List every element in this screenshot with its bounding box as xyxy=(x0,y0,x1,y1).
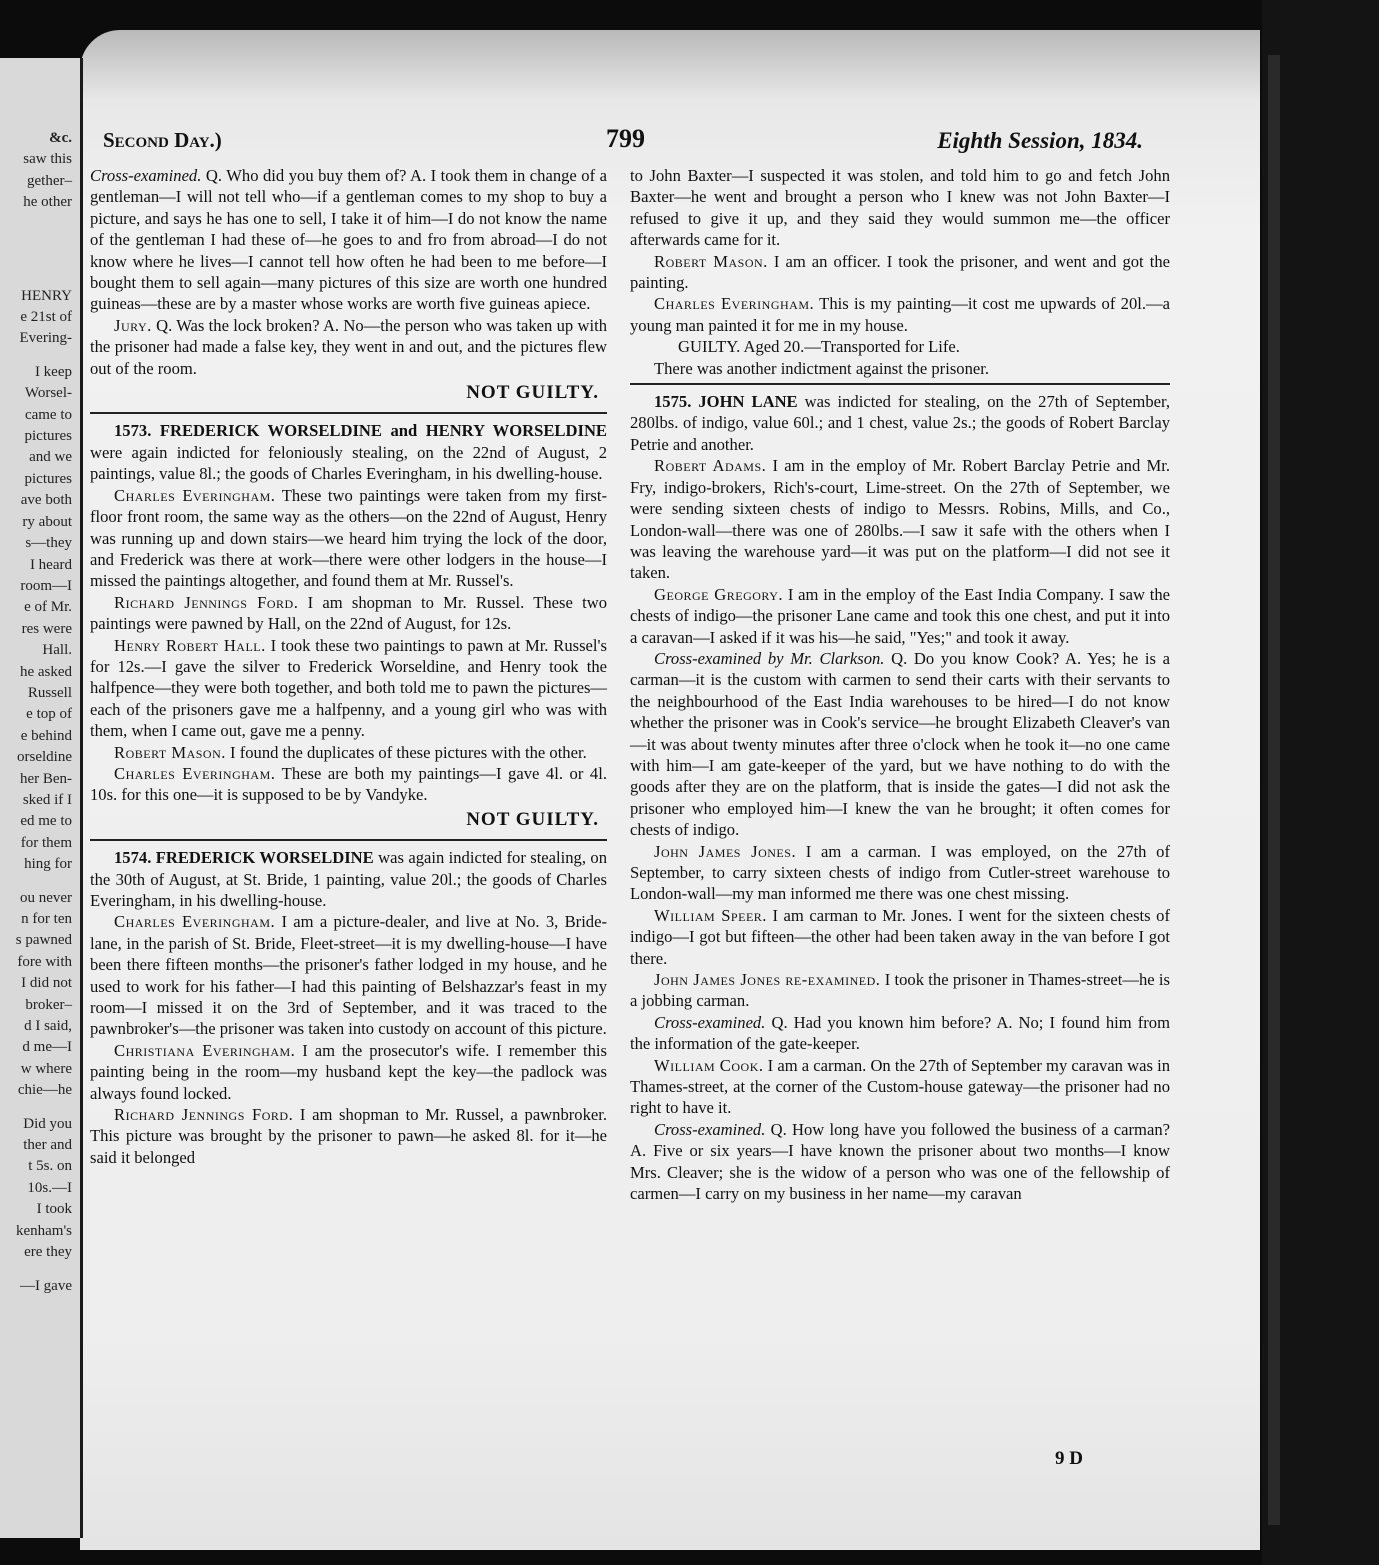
left-fragment: fore with xyxy=(17,953,72,970)
left-fragment: t 5s. on xyxy=(28,1158,72,1175)
left-fragment: s pawned xyxy=(15,932,72,949)
left-fragment: —I gave xyxy=(19,1277,72,1294)
speaker: Charles Everingham. xyxy=(654,294,815,314)
speaker: Richard Jennings Ford. xyxy=(114,592,299,612)
testimony: I am a picture-dealer, and live at No. 3, Bride-lane, in the parish of St. Bride, Fleet-street—it is my dwelling-house—I have been there fifteen months—the prisoner's father lodged in my house, and he used to work for his father—I had this painting of Belshazzar's feast in my room—I missed it on the 3rd of September, and it was traced to the pawnbroker's—the prisoner was taken into custody on account of this picture. xyxy=(90,912,607,1039)
paragraph xyxy=(90,1040,607,1104)
left-fragment: saw this xyxy=(23,151,72,168)
speaker: Cross-examined. xyxy=(654,1119,766,1139)
left-fragment: I heard xyxy=(29,556,72,573)
testimony: I am an officer. I took the prisoner, and went and got the painting. xyxy=(630,251,1170,293)
testimony: I am in the employ of the East India Company. I saw the chests of indigo—the prisoner Lane came and took this one chest, and put it into a caravan—I asked if it was his—he said, "Yes;" and took it away. xyxy=(630,584,1170,647)
paragraph xyxy=(90,592,607,635)
speaker: Richard Jennings Ford. xyxy=(114,1105,294,1125)
divider xyxy=(630,383,1170,385)
testimony: These two paintings were taken from my first-floor front room, the same way as the others—on the 22nd of August, Henry was running up and down stairs—we heard him trying the lock of the door, and Frederick was there at work—there were other lodgers in the house—I missed the paintings altogether, and found them at Mr. Russel's. xyxy=(90,485,607,591)
verdict: NOT GUILTY. xyxy=(466,382,599,404)
speaker: George Gregory. xyxy=(654,584,784,604)
left-fragment: res were xyxy=(21,620,72,637)
left-fragment: Russell xyxy=(27,684,72,701)
column-left xyxy=(90,165,607,1168)
left-fragment: pictures xyxy=(24,428,72,445)
left-fragment: e behind xyxy=(20,727,72,744)
testimony: I found the duplicates of these pictures with the other. xyxy=(225,742,587,762)
running-header xyxy=(103,124,1143,164)
speaker: John James Jones. xyxy=(654,841,797,861)
paragraph xyxy=(630,293,1170,336)
speaker: Christiana Everingham. xyxy=(114,1040,296,1060)
page-stack xyxy=(1268,55,1280,1525)
left-fragment: I did not xyxy=(21,975,72,992)
paragraph xyxy=(90,911,607,1039)
paragraph xyxy=(630,841,1170,905)
testimony: I am a carman. I was employed, on the 27th of September, to carry sixteen chests of indigo from Cutler-street warehouse to London-wall—my man informed me there was one chest missing. xyxy=(630,841,1170,904)
verdict: GUILTY. Aged 20.—Transported for Life. xyxy=(678,337,960,357)
paragraph xyxy=(90,165,607,315)
left-fragment: d me—I xyxy=(22,1039,72,1056)
signature-mark: 9 D xyxy=(1055,1448,1083,1469)
speaker: William Speer. xyxy=(654,905,767,925)
speaker: Charles Everingham. xyxy=(114,485,276,505)
speaker: Charles Everingham. xyxy=(114,912,276,932)
left-fragment: ed me to xyxy=(20,813,72,830)
paragraph xyxy=(630,1012,1170,1055)
indictment: was again indicted for stealing, on the 30th of August, at St. Bride, 1 painting, value 20l.; the goods of Charles Everingham, in his dwelling-house. xyxy=(90,848,607,910)
speaker: Charles Everingham. xyxy=(114,763,276,783)
testimony: These are both my paintings—I gave 4l. or 4l. 10s. for this one—it is supposed to be by Vandyke. xyxy=(90,763,607,805)
indictment: was indicted for stealing, on the 27th of September, 280lbs. of indigo, value 60l.; and 1 chest, value 2s.; the goods of Robert Barclay Petrie and another. xyxy=(630,392,1170,454)
left-fragment: pictures xyxy=(24,470,72,487)
left-fragment: Hall. xyxy=(42,642,72,659)
case-entry xyxy=(90,847,607,911)
divider xyxy=(90,412,607,414)
verdict: NOT GUILTY. xyxy=(466,808,599,830)
left-fragment: he asked xyxy=(19,663,72,680)
speaker: Henry Robert Hall. xyxy=(114,635,266,655)
paragraph xyxy=(630,969,1170,1012)
testimony: I am a carman. On the 27th of September my caravan was in Thames-street, at the corner of the Custom-house gateway—the prisoner had no right to have it. xyxy=(630,1055,1171,1118)
testimony: I am the prosecutor's wife. I remember this painting being in the room—my husband kept the key—the padlock was always found locked. xyxy=(90,1040,608,1103)
left-fragment: chie—he xyxy=(17,1082,72,1099)
case-heading: 1575. JOHN LANE xyxy=(654,392,798,412)
left-fragment: broker– xyxy=(25,996,72,1013)
paragraph xyxy=(630,251,1170,294)
speaker: Cross-examined. xyxy=(654,1012,766,1032)
speaker: Robert Mason. xyxy=(114,742,226,762)
testimony: I took these two paintings to pawn at Mr. Russel's for 12s.—I gave the silver to Frederick Worseldine, and Henry took the halfpence—they were both together, and both told me to pawn the pictures—each of the prisoners gave me a halfpenny, and a young girl who was with them, when I came out, gave me a penny. xyxy=(90,635,607,741)
testimony: This is my painting—it cost me upwards of 20l.—a young man painted it for me in my house. xyxy=(630,294,1170,335)
left-fragment: her Ben- xyxy=(19,770,72,787)
paragraph xyxy=(90,485,607,592)
case-heading: 1573. FREDERICK WORSELDINE and HENRY WORSELDINE xyxy=(114,421,607,441)
left-fragment: n for ten xyxy=(21,911,72,927)
left-fragment: Evering- xyxy=(19,330,72,347)
case-heading: 1574. FREDERICK WORSELDINE xyxy=(114,848,374,868)
left-fragment: kenham's xyxy=(15,1222,72,1239)
paragraph xyxy=(90,635,607,742)
left-fragment: Did you xyxy=(23,1115,72,1132)
book-edge xyxy=(1262,0,1379,1565)
testimony: Q. Do you know Cook? A. Yes; he is a carman—it is the custom with carmen to send their carts with their servants to the neighbourhood of the East India warehouses to be hired—I do not know whether the prisoner was in Cook's service—he brought Elizabeth Cleaver's van—it was about twenty minutes after three o'clock when he took it—no one came with him—I am gate-keeper of the yard, but we have nothing to do with the goods after they are on the platform, that is inside the gates—I did not ask the prisoner who employed him—I knew the van he brought; it often comes for chests of indigo. xyxy=(630,648,1171,840)
testimony: to John Baxter—I suspected it was stolen, and told him to go and fetch John Baxter—he went and brought a person who I knew was not John Baxter—I refused to give it up, and they said they would summon me—the officer afterwards came for it. xyxy=(630,166,1170,250)
paragraph xyxy=(90,1104,607,1168)
page-number: 799 xyxy=(606,124,645,153)
left-fragment: w where xyxy=(20,1060,72,1077)
paragraph xyxy=(90,315,607,379)
left-fragment: sked if I xyxy=(22,791,72,808)
paragraph xyxy=(90,742,607,763)
speaker: Robert Mason. xyxy=(654,251,768,271)
left-fragment: ave both xyxy=(20,492,72,509)
testimony: I am shopman to Mr. Russel, a pawnbroker. This picture was brought by the prisoner to pawn—he asked 8l. for it—he said it belonged xyxy=(90,1105,607,1167)
left-fragment: he other xyxy=(23,194,72,211)
case-entry xyxy=(90,420,607,484)
left-fragment: ry about xyxy=(22,513,72,530)
left-fragment: hing for xyxy=(24,856,72,873)
left-fragment: e 21st of xyxy=(20,309,72,326)
left-fragment: came to xyxy=(24,406,72,423)
speaker: Robert Adams. xyxy=(654,456,767,476)
paragraph xyxy=(630,648,1170,841)
testimony: I took the prisoner in Thames-street—he is a jobbing carman. xyxy=(630,970,1170,1011)
left-fragment: for them xyxy=(20,834,72,851)
testimony: I am shopman to Mr. Russel. These two paintings were pawned by Hall, on the 22nd of August, for 12s. xyxy=(90,592,607,634)
speaker: William Cook. xyxy=(654,1055,764,1075)
note: There was another indictment against the prisoner. xyxy=(654,358,989,378)
testimony: I am in the employ of Mr. Robert Barclay Petrie and Mr. Fry, indigo-brokers, Rich's-court, Lime-street. On the 27th of September, we were sending sixteen chests of indigo to Messrs. Robins, Mills, and Co., London-wall—there was one of 280lbs.—I saw it safe with the others when I was leaving the warehouse yard—it was put on the platform—I did not see it taken. xyxy=(630,456,1170,583)
speaker: John James Jones re-examined. xyxy=(654,970,881,990)
case-entry xyxy=(630,391,1170,455)
testimony: I am carman to Mr. Jones. I went for the sixteen chests of indigo—I got but fifteen—the other had been taken away in the van before I got there. xyxy=(630,905,1170,968)
left-fragment: I keep xyxy=(34,363,72,380)
left-fragment: and we xyxy=(29,449,72,466)
paragraph xyxy=(90,763,607,806)
left-fragment: s—they xyxy=(25,535,72,552)
left-fragment: orseldine xyxy=(17,749,72,766)
paragraph xyxy=(630,455,1170,583)
testimony: Q. Had you known him before? A. No; I found him from the information of the gate-keeper. xyxy=(630,1012,1170,1054)
left-fragment: e of Mr. xyxy=(24,599,72,616)
column-right xyxy=(630,165,1170,1205)
left-fragment: e top of xyxy=(26,706,72,723)
left-fragment: d I said, xyxy=(24,1018,72,1035)
paragraph xyxy=(630,1055,1170,1119)
indictment: were again indicted for feloniously stealing, on the 22nd of August, 2 paintings, value 8l.; the goods of Charles Everingham, in his dwelling-house. xyxy=(90,442,607,484)
left-page-fragment xyxy=(0,58,83,1538)
paragraph xyxy=(630,1119,1170,1205)
left-fragment: HENRY xyxy=(21,287,72,304)
speaker: Cross-examined by Mr. Clarkson. xyxy=(654,648,885,668)
left-fragment: &c. xyxy=(49,130,72,146)
paragraph xyxy=(630,905,1170,969)
paragraph xyxy=(630,584,1170,648)
divider xyxy=(90,839,607,841)
paragraph xyxy=(630,165,1170,251)
speaker: Cross-examined. xyxy=(90,166,202,185)
left-fragment: ther and xyxy=(23,1137,72,1154)
left-fragment: room—I xyxy=(20,577,72,594)
left-fragment: 10s.—I xyxy=(27,1179,72,1196)
testimony: Q. Was the lock broken? A. No—the person who was taken up with the prisoner had made a false key, they went in and out, and the pictures flew out of the room. xyxy=(90,315,607,378)
speaker: Jury. xyxy=(114,315,152,335)
left-fragment: ere they xyxy=(24,1244,72,1261)
testimony: Q. Who did you buy them of? A. I took them in change of a gentleman—I will not tell who—if a gentleman comes to my shop to buy a picture, and says he has one to sell, I take it of him—I do not know the name of the gentleman I had these of—he goes to and fro from abroad—I do not know where he lives—I cannot tell how often he had been to me before—I bought them to sell again—many pictures of this size are worth one hundred guineas—these are by a master whose works are worth five guineas apiece. xyxy=(90,166,607,314)
header-day: Second Day.) xyxy=(103,128,222,152)
testimony: Q. How long have you followed the business of a carman? A. Five or six years—I have known the prisoner about two months—I know Mrs. Cleaver; she is the widow of a person who was one of the fellowship of carmen—I carry on my business in her name—my caravan xyxy=(630,1119,1170,1204)
left-fragment: gether– xyxy=(27,172,72,189)
header-session: Eighth Session, 1834. xyxy=(937,128,1143,153)
left-fragment: Worsel- xyxy=(24,385,72,402)
left-fragment: I took xyxy=(36,1201,72,1218)
left-fragment: ou never xyxy=(19,889,72,906)
